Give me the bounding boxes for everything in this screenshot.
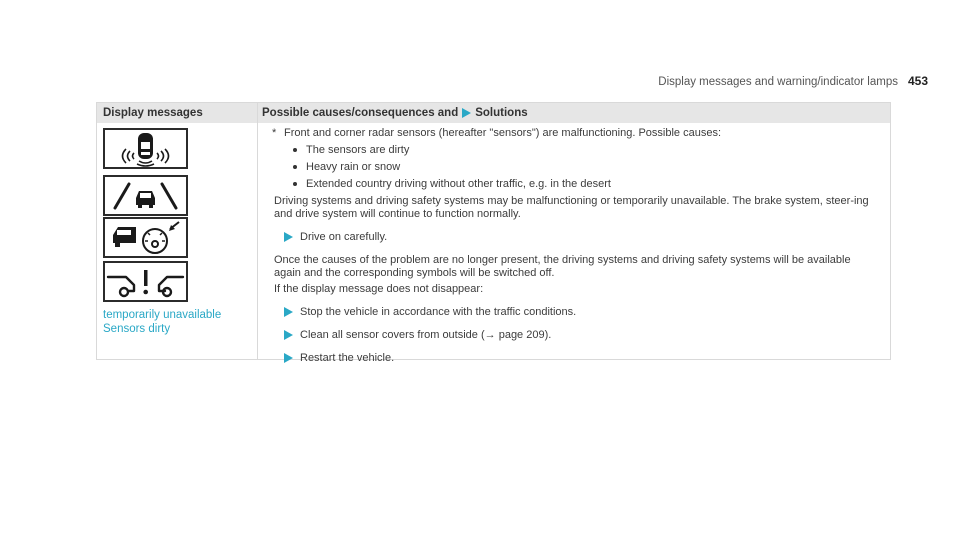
collision-warning-icon <box>103 261 188 302</box>
step-text: Restart the vehicle. <box>300 352 395 364</box>
paragraph-if-not-disappear: If the display message does not disappear: <box>274 283 484 295</box>
paragraph-causes-resolved: Once the causes of the problem are no longer present, the driving systems and driving safety systems will be available again and the corresponding symbols will be switched off. <box>274 254 851 279</box>
step-arrow-icon <box>284 232 293 242</box>
note-sensors-malfunction <box>262 127 880 140</box>
page-reference-link[interactable]: page 209). <box>498 329 552 341</box>
step-clean-sensors <box>262 329 880 342</box>
step-arrow-icon <box>284 330 293 340</box>
column-divider <box>257 103 258 359</box>
solution-arrow-icon <box>462 108 471 118</box>
note-asterisk: * <box>272 127 277 139</box>
step-restart-vehicle <box>262 352 880 365</box>
lane-keeping-icon <box>103 175 188 216</box>
causes-list <box>262 144 880 191</box>
display-message-status <box>103 308 221 336</box>
step-drive-carefully <box>262 231 880 244</box>
list-item: Heavy rain or snow <box>292 161 880 174</box>
page-number: 453 <box>907 74 928 88</box>
table-header <box>97 103 890 123</box>
column-header-causes-solutions <box>262 107 528 119</box>
column-header-causes-label: Possible causes/consequences and <box>262 107 459 119</box>
step-stop-vehicle <box>262 306 880 319</box>
display-messages-table <box>96 102 891 364</box>
list-item: Extended country driving without other traffic, e.g. in the desert <box>292 178 880 191</box>
step-arrow-icon <box>284 353 293 363</box>
running-head <box>658 74 928 88</box>
paragraph-malfunction-effects: Driving systems and driving safety systems may be malfunctioning or temporarily unavailable. The brake system, steer-ing and drive system will continue to function normally. <box>274 195 869 220</box>
note-text: Front and corner radar sensors (hereafter "sensors") are malfunctioning. Possible causes: <box>284 127 722 139</box>
status-sensors-dirty: Sensors dirty <box>103 323 171 335</box>
running-head-title: Display messages and warning/indicator lamps <box>658 76 898 88</box>
list-item: The sensors are dirty <box>292 144 880 157</box>
causes-solutions-content <box>262 127 880 365</box>
column-header-solutions-label: Solutions <box>475 107 528 119</box>
page-reference-arrow-icon: → <box>484 329 496 341</box>
distance-speedometer-icon <box>103 217 188 258</box>
step-text: Stop the vehicle in accordance with the traffic conditions. <box>300 306 577 318</box>
step-text: Clean all sensor covers from outside ( <box>300 329 485 341</box>
status-temporarily-unavailable: temporarily unavailable <box>103 309 222 321</box>
step-text: Drive on carefully. <box>300 231 388 243</box>
column-header-display-messages: Display messages <box>103 107 203 119</box>
car-radar-sensors-icon <box>103 128 188 169</box>
step-arrow-icon <box>284 307 293 317</box>
